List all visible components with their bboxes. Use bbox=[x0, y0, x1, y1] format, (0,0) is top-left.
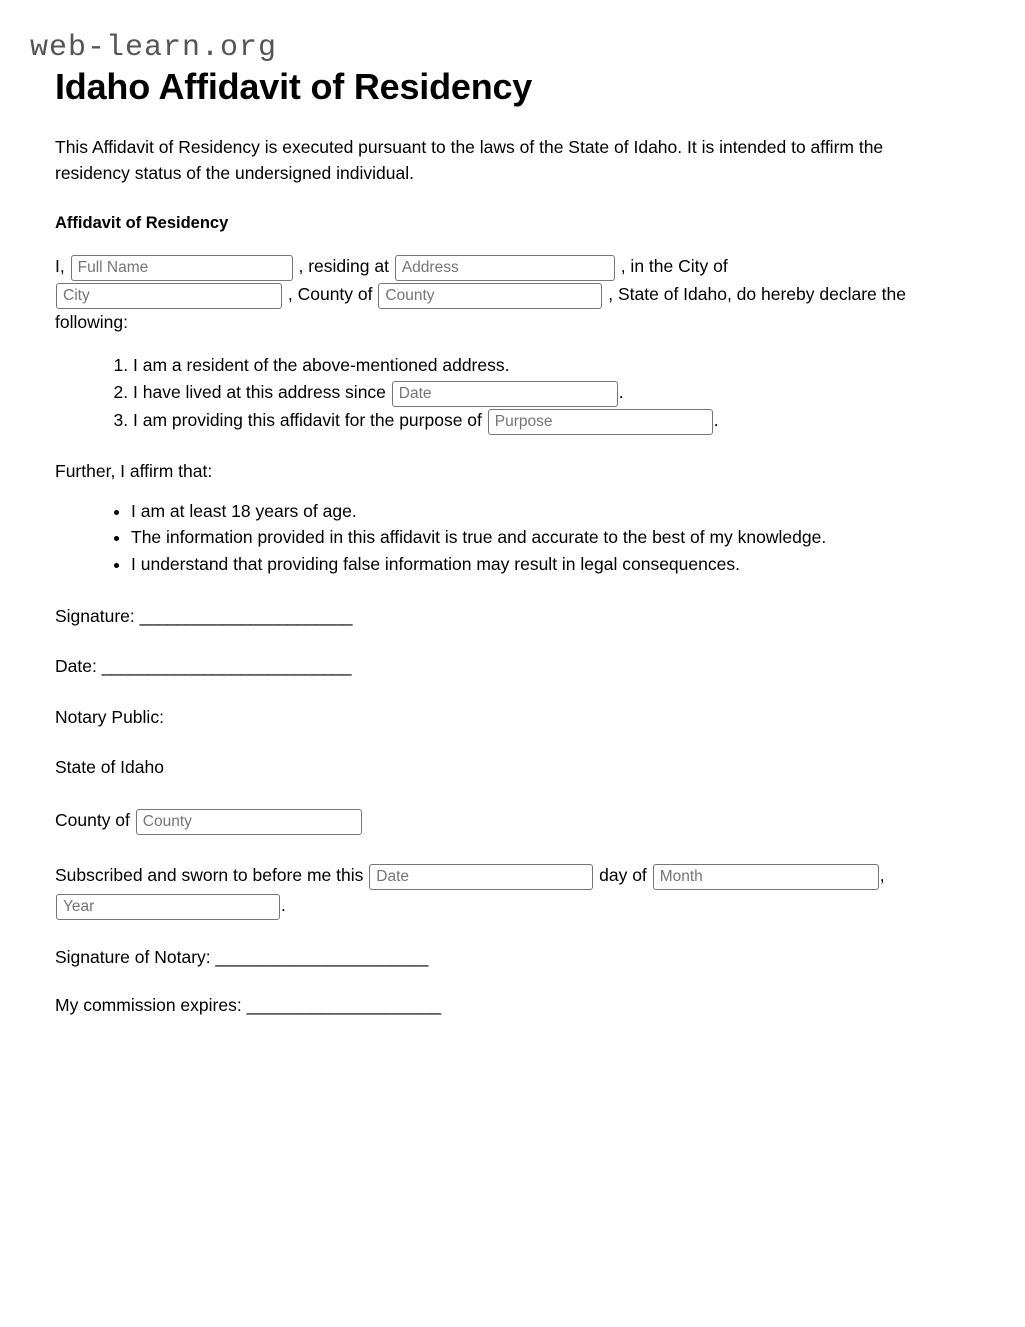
notary-signature-blank: _______________________ bbox=[215, 946, 428, 967]
notary-month-input[interactable] bbox=[653, 864, 879, 890]
page-title: Idaho Affidavit of Residency bbox=[55, 66, 533, 107]
list-item bbox=[133, 379, 970, 407]
residency-since-date-input[interactable] bbox=[392, 381, 618, 407]
intro-paragraph: This Affidavit of Residency is executed pursuant to the laws of the State of Idaho. It is intended to affirm the residency status of the undersigned individual. bbox=[55, 137, 884, 183]
notary-day-of-text: day of bbox=[599, 865, 647, 886]
section-heading-affidavit: Affidavit of Residency bbox=[55, 214, 229, 233]
date-label: Date: bbox=[55, 656, 102, 677]
numbered-item-2-period: . bbox=[618, 381, 624, 402]
site-watermark: web-learn.org bbox=[30, 31, 278, 65]
commission-expires-label: My commission expires: bbox=[55, 995, 247, 1016]
notary-sworn-paragraph bbox=[55, 861, 935, 921]
notary-public-heading: Notary Public: bbox=[55, 706, 164, 727]
list-item: • I am at least 18 years of age. bbox=[131, 498, 970, 525]
notary-signature-line bbox=[55, 945, 970, 970]
numbered-item-3-text: I am providing this affidavit for the purpose of bbox=[133, 409, 482, 430]
purpose-input[interactable] bbox=[488, 409, 713, 435]
notary-signature-label: Signature of Notary: bbox=[55, 946, 216, 967]
declaration-list bbox=[55, 352, 970, 435]
declaration-county-of: , County of bbox=[287, 284, 373, 305]
notary-day-input[interactable] bbox=[369, 864, 593, 890]
list-item bbox=[133, 352, 970, 379]
declaration-state-of-idaho: , State of Idaho, do hereby declare the following: bbox=[55, 284, 906, 333]
declaration-in-city-of: , in the City of bbox=[620, 256, 728, 277]
notary-county-label: County of bbox=[55, 809, 130, 830]
list-item: • I understand that providing false information may result in legal consequences. bbox=[131, 551, 970, 578]
signature-label: Signature: bbox=[55, 605, 140, 626]
full-name-input[interactable] bbox=[71, 255, 293, 281]
list-item: • The information provided in this affidavit is true and accurate to the best of my knowledge. bbox=[131, 524, 970, 551]
address-input[interactable] bbox=[395, 255, 615, 281]
commission-expires-line bbox=[55, 993, 970, 1018]
state-of-idaho-line: State of Idaho bbox=[55, 757, 164, 778]
city-input[interactable] bbox=[56, 283, 282, 309]
numbered-item-2-text: I have lived at this address since bbox=[133, 381, 386, 402]
numbered-item-1-text: I am a resident of the above-mentioned address. bbox=[133, 355, 510, 376]
signature-line bbox=[55, 604, 970, 629]
notary-period: . bbox=[281, 895, 286, 916]
affirmation-list bbox=[55, 498, 970, 578]
signature-blank: _______________________ bbox=[139, 605, 352, 626]
notary-year-input[interactable] bbox=[56, 894, 280, 920]
declaration-paragraph bbox=[55, 253, 935, 336]
notary-county-input[interactable] bbox=[136, 809, 362, 835]
date-blank: ___________________________ bbox=[101, 656, 351, 677]
commission-expires-blank: _____________________ bbox=[246, 995, 441, 1016]
declaration-lead-in: I, bbox=[55, 256, 65, 277]
affirmation-lead-in: Further, I affirm that: bbox=[55, 460, 213, 481]
notary-comma: , bbox=[879, 865, 885, 886]
notary-sworn-text: Subscribed and sworn to before me this bbox=[55, 865, 364, 886]
county-input[interactable] bbox=[378, 283, 602, 309]
notary-county-line bbox=[55, 806, 935, 836]
list-item bbox=[133, 407, 970, 435]
declaration-residing-at: , residing at bbox=[298, 256, 389, 277]
numbered-item-3-period: . bbox=[713, 409, 719, 430]
date-line bbox=[55, 654, 970, 679]
